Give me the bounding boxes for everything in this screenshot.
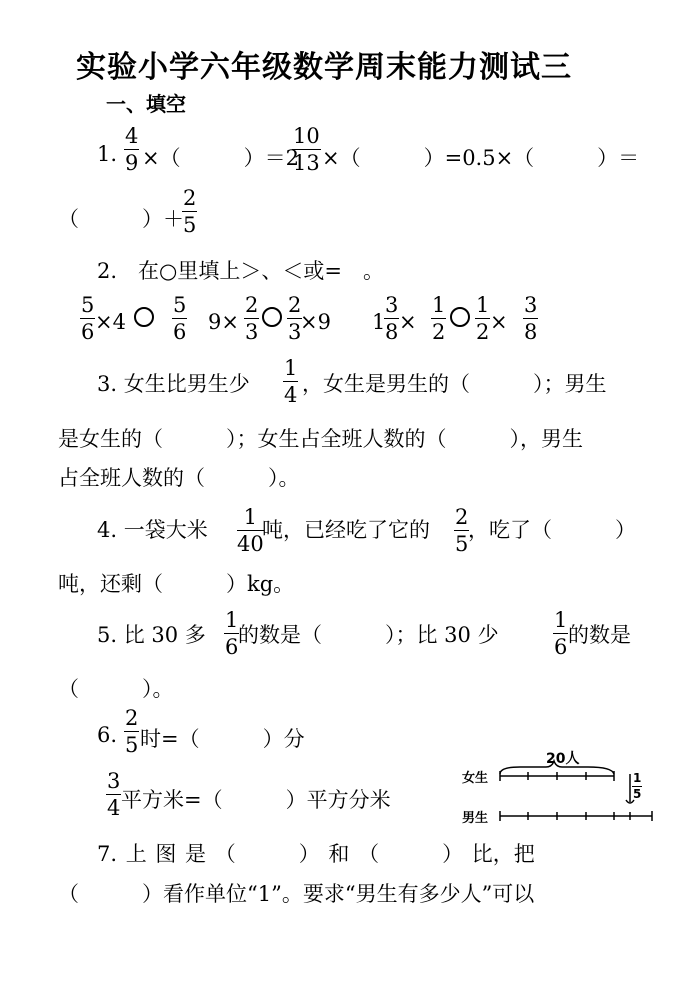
fraction: 1 2 [476,293,490,344]
fraction: 1 5 [633,771,642,801]
fraction: 3 8 [524,293,538,344]
q1-number: 1. [97,142,118,166]
fraction: 1 2 [432,293,446,344]
section-heading: 一、填空 [106,92,186,116]
q4-text: ，吃了（ ） [468,518,636,542]
q2-text: 1 [372,310,386,334]
circle-blank[interactable] [262,306,282,327]
q2-text: ×9 [300,310,331,334]
q7-text: （ ）看作单位“1”。要求“男生有多少人”可以 [58,882,535,906]
circle-blank[interactable] [450,306,470,327]
q1-text: ×（ ）=0.5×（ ）＝ [322,146,640,170]
fraction: 3 8 [385,293,399,344]
q2-text: 9× [208,310,239,334]
boys-label: 男生 [462,811,489,826]
fraction: 1 4 [284,356,298,407]
fraction: 2 5 [183,186,197,237]
q5-text: 的数是 [568,623,631,647]
q3-text: 占全班人数的（ ）。 [58,466,300,490]
page-title: 实验小学六年级数学周末能力测试三 [76,50,572,85]
fraction: 2 3 [245,293,259,344]
q5-text: 5. 比 30 多 [97,623,206,647]
fraction: 1 40 [237,505,264,556]
q7-text: 7. 上 图 是 （ ） 和 （ ） 比，把 [97,842,535,866]
q5-text: 的数是（ ）；比 30 少 [238,623,499,647]
fraction: 5 6 [81,293,95,344]
q1-text: ×（ ）＝2 [142,146,299,170]
q2-text: ×4 [95,310,126,334]
segment-diagram [490,754,660,826]
fraction: 3 4 [107,769,121,820]
q4-text: 吨，已经吃了它的 [262,518,430,542]
q2-text: 2. 在○里填上＞、＜或= 。 [97,259,384,283]
fraction: 1 6 [554,608,568,659]
fraction: 2 5 [125,706,139,757]
q6-text: 时=（ ）分 [140,727,305,751]
circle-blank[interactable] [134,306,154,327]
q2-text: × [490,310,508,334]
q5-text: （ ）。 [58,677,174,701]
q3-text: 是女生的（ ）；女生占全班人数的（ ），男生 [58,427,583,451]
fraction: 1 6 [225,608,239,659]
q6-text: 平方米=（ ）平方分米 [121,788,391,812]
girls-label: 女生 [462,771,489,786]
q4-text: 吨，还剩（ ）kg。 [58,572,295,596]
q2-text: × [399,310,417,334]
fraction: 4 9 [125,124,139,175]
fraction: 2 5 [455,505,469,556]
fraction: 10 13 [293,124,320,175]
q3-text: ，女生是男生的（ ）；男生 [302,372,607,396]
q3-text: 3. 女生比男生少 [97,372,250,396]
q6-text: 6. [97,723,118,747]
count-label: 20人 [546,751,580,767]
q1-text: （ ）＋ [58,207,184,231]
q4-text: 4. 一袋大米 [97,518,208,542]
fraction: 2 3 [288,293,302,344]
fraction: 5 6 [173,293,187,344]
